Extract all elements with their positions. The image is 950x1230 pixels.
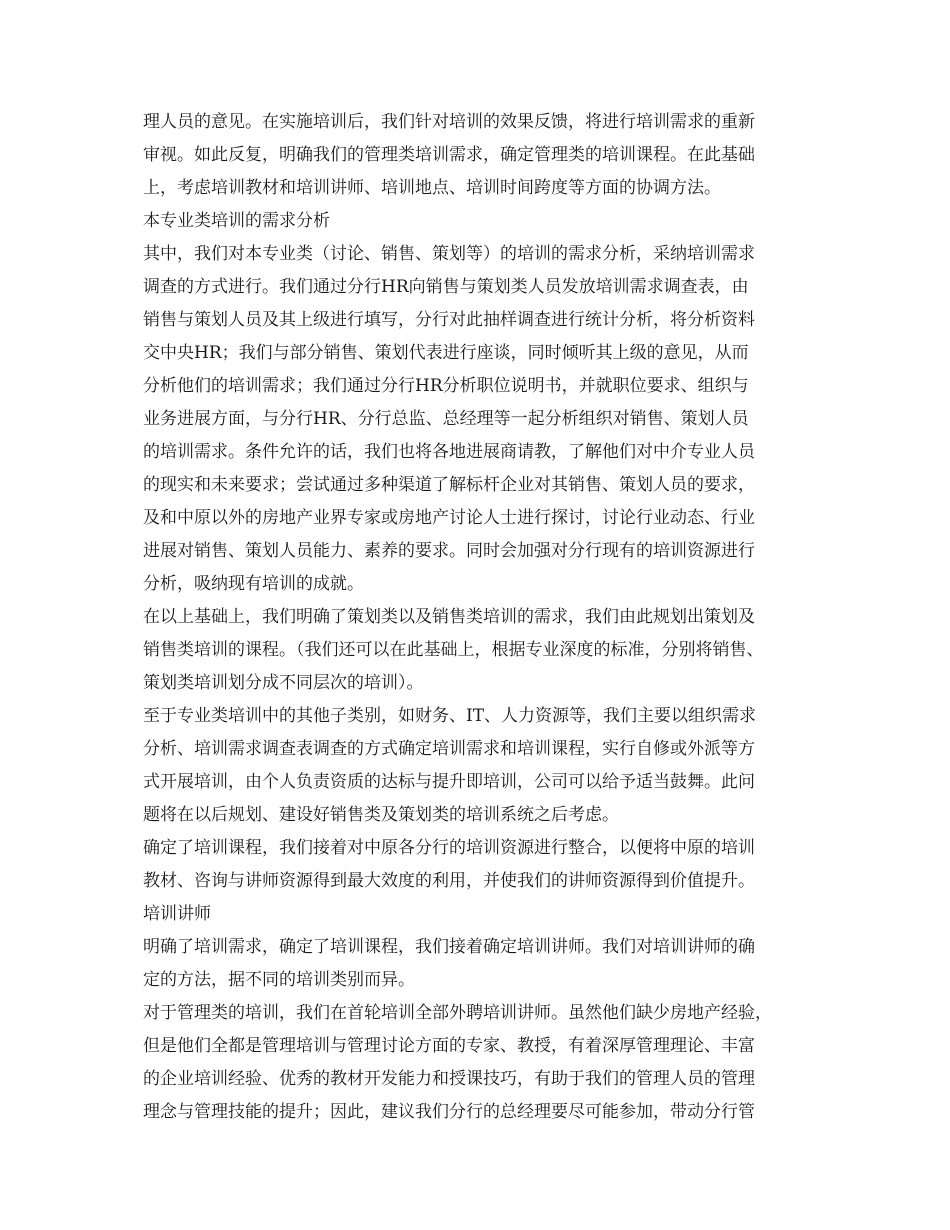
text-line: 式开展培训，由个人负责资质的达标与提升即培训，公司可以给予适当鼓舞。此问 (143, 772, 755, 792)
text-line: 的企业培训经验、优秀的教材开发能力和授课技巧，有助于我们的管理人员的管理 (143, 1069, 755, 1089)
text-line: 定的方法，据不同的培训类别而异。 (143, 970, 415, 990)
text-line: 在以上基础上，我们明确了策划类以及销售类培训的需求，我们由此规划出策划及 (143, 607, 755, 627)
text-line: 题将在以后规划、建设好销售类及策划类的培训系统之后考虑。 (143, 805, 619, 825)
text-line: 分析、培训需求调查表调查的方式确定培训需求和培训课程，实行自修或外派等方 (143, 739, 755, 759)
text-line: 调查的方式进行。我们通过分行HR向销售与策划类人员发放培训需求调查表，由 (143, 277, 749, 297)
text-line: 策划类培训划分成不同层次的培训）。 (143, 673, 424, 693)
text-line: 销售与策划人员及其上级进行填写，分行对此抽样调查进行统计分析，将分析资料 (143, 310, 755, 330)
text-line: 的现实和未来要求；尝试通过多种渠道了解标杆企业对其销售、策划人员的要求， (143, 475, 755, 495)
text-line: 其中，我们对本专业类（讨论、销售、策划等）的培训的需求分析，采纳培训需求 (143, 244, 755, 264)
text-line: 理念与管理技能的提升；因此，建议我们分行的总经理要尽可能参加，带动分行管 (143, 1102, 755, 1122)
text-line: 确定了培训课程，我们接着对中原各分行的培训资源进行整合，以便将中原的培训 (143, 838, 755, 858)
text-line: 教材、咨询与讲师资源得到最大效度的利用，并使我们的讲师资源得到价值提升。 (143, 871, 755, 891)
text-line: 至于专业类培训中的其他子类别，如财务、IT、人力资源等，我们主要以组织需求 (143, 706, 757, 726)
text-line: 但是他们全都是管理培训与管理讨论方面的专家、教授，有着深厚管理理论、丰富 (143, 1036, 755, 1056)
text-line: 销售类培训的课程。（我们还可以在此基础上，根据专业深度的标准，分别将销售、 (143, 640, 764, 660)
section-heading: 培训讲师 (143, 904, 211, 924)
text-line: 审视。如此反复，明确我们的管理类培训需求，确定管理类的培训课程。在此基础 (143, 145, 755, 165)
text-line: 的培训需求。条件允许的话，我们也将各地进展商请教，了解他们对中介专业人员 (143, 442, 755, 462)
text-line: 对于管理类的培训，我们在首轮培训全部外聘培训讲师。虽然他们缺少房地产经验， (143, 1003, 772, 1023)
text-line: 进展对销售、策划人员能力、素养的要求。同时会加强对分行现有的培训资源进行 (143, 541, 755, 561)
text-line: 业务进展方面，与分行HR、分行总监、总经理等一起分析组织对销售、策划人员 (143, 409, 749, 429)
text-line: 明确了培训需求，确定了培训课程，我们接着确定培训讲师。我们对培训讲师的确 (143, 937, 755, 957)
text-line: 上，考虑培训教材和培训讲师、培训地点、培训时间跨度等方面的协调方法。 (143, 178, 721, 198)
text-line: 理人员的意见。在实施培训后，我们针对培训的效果反馈，将进行培训需求的重新 (143, 112, 755, 132)
text-line: 分析他们的培训需求；我们通过分行HR分析职位说明书，并就职位要求、组织与 (143, 376, 749, 396)
text-line: 分析，吸纳现有培训的成就。 (143, 574, 364, 594)
section-heading: 本专业类培训的需求分析 (143, 211, 330, 231)
text-line: 及和中原以外的房地产业界专家或房地产讨论人士进行探讨，讨论行业动态、行业 (143, 508, 755, 528)
text-line: 交中央HR；我们与部分销售、策划代表进行座谈，同时倾听其上级的意见，从而 (143, 343, 749, 363)
